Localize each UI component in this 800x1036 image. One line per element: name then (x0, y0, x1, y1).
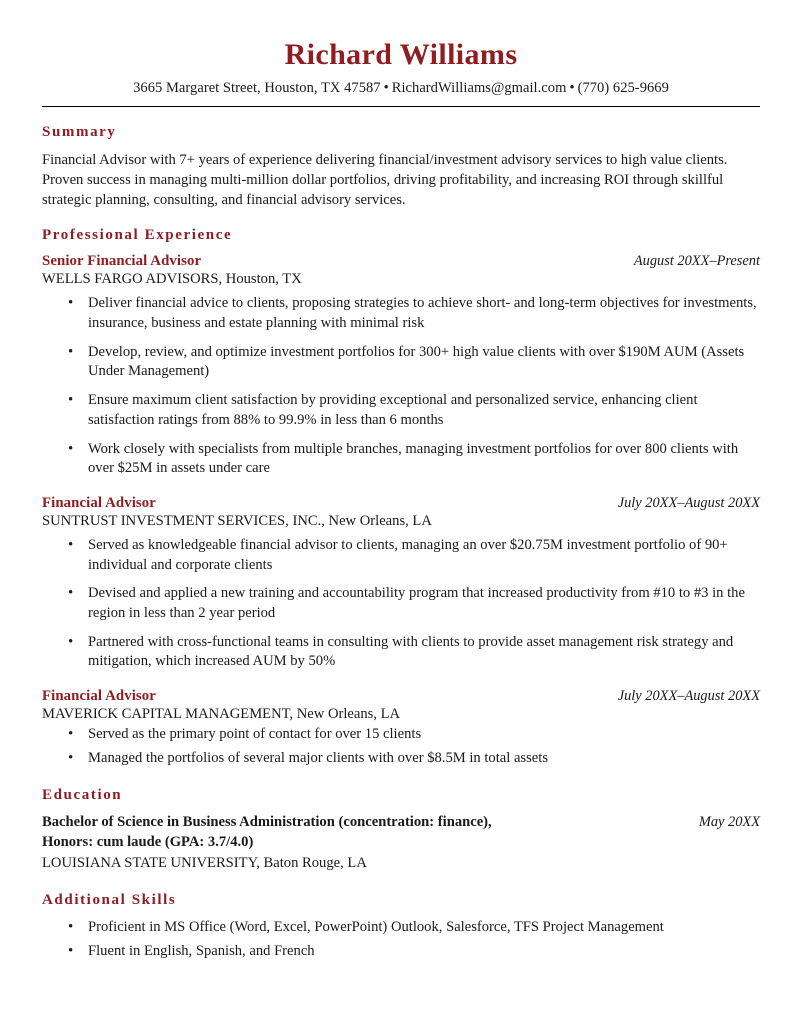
job-bullet: • Devised and applied a new training and accountability program that increased productivity from #10 to #3 in the region in less than 2 year period (42, 584, 760, 623)
section-education (42, 787, 760, 873)
experience-header (42, 253, 760, 270)
section-summary (42, 124, 760, 210)
job-bullet-list (42, 294, 760, 479)
job-bullet: • Partnered with cross-functional teams in consulting with clients to provide asset management risk strategy and mitigation, which increased AUM by 50% (42, 633, 760, 672)
contact-separator-icon: • (383, 80, 389, 96)
section-experience (42, 227, 760, 768)
job-company: MAVERICK CAPITAL MANAGEMENT, New Orleans, LA (42, 706, 401, 722)
experience-entry (42, 688, 760, 768)
job-bullet: • Served as the primary point of contact for over 15 clients (42, 725, 760, 745)
resume-header (42, 38, 760, 107)
skill-bullet: • Proficient in MS Office (Word, Excel, PowerPoint) Outlook, Salesforce, TFS Project Management (42, 918, 760, 938)
job-bullet: • Work closely with specialists from multiple branches, managing investment portfolios for over 800 clients with over $25M in assets under care (42, 440, 760, 479)
job-company: WELLS FARGO ADVISORS, Houston, TX (42, 271, 302, 288)
education-honors: Honors: cum laude (GPA: 3.7/4.0) (42, 834, 254, 851)
job-bullet: • Managed the portfolios of several major clients with over $8.5M in total assets (42, 749, 760, 769)
contact-line (42, 80, 760, 97)
job-bullet: • Served as knowledgeable financial advisor to clients, managing an over $20.75M investment portfolio of 90+ individual and corporate clients (42, 536, 760, 575)
contact-separator-icon: • (569, 80, 575, 96)
contact-phone[interactable]: (770) 625-9669 (577, 80, 669, 96)
education-header (42, 813, 760, 833)
section-skills (42, 892, 760, 961)
job-title: Senior Financial Advisor (42, 253, 202, 270)
experience-header (42, 688, 760, 705)
skill-bullet: • Fluent in English, Spanish, and French (42, 942, 760, 962)
job-date: July 20XX–August 20XX (617, 688, 760, 704)
section-title-education: Education (42, 787, 123, 804)
job-company: SUNTRUST INVESTMENT SERVICES, INC., New Orleans, LA (42, 512, 432, 529)
job-title: Financial Advisor (42, 688, 156, 704)
contact-address: 3665 Margaret Street, Houston, TX 47587 (133, 80, 381, 96)
candidate-name: Richard Williams (284, 38, 518, 71)
section-title-skills: Additional Skills (42, 892, 177, 909)
header-divider (42, 106, 760, 107)
education-school: LOUISIANA STATE UNIVERSITY, Baton Rouge, LA (42, 854, 367, 871)
education-date: May 20XX (698, 814, 760, 831)
job-bullet-list (42, 725, 760, 768)
job-bullet: • Develop, review, and optimize investment portfolios for 300+ high value clients with over $190M AUM (Assets Under Management) (42, 343, 760, 382)
section-title-summary: Summary (42, 124, 117, 140)
summary-text: Financial Advisor with 7+ years of experience delivering financial/investment advisory services to high value clients. Proven success in managing multi-million dollar portfolios, driving profitability, and increasing ROI through skillful strategic planning, consulting, and financial advisory services. (42, 152, 728, 209)
job-date: August 20XX–Present (633, 253, 760, 270)
section-title-experience: Professional Experience (42, 227, 233, 244)
job-title: Financial Advisor (42, 494, 156, 511)
education-degree: Bachelor of Science in Business Administration (concentration: finance), (42, 814, 492, 831)
job-date: July 20XX–August 20XX (617, 494, 760, 511)
job-bullet: • Deliver financial advice to clients, proposing strategies to achieve short- and long-term objectives for investments, insurance, business and estate planning with minimal risk (42, 294, 760, 333)
skills-bullet-list (42, 918, 760, 961)
experience-header (42, 495, 760, 512)
contact-email[interactable]: RichardWilliams@gmail.com (391, 80, 567, 96)
experience-entry (42, 495, 760, 672)
experience-entry (42, 253, 760, 479)
job-bullet-list (42, 536, 760, 672)
job-bullet: • Ensure maximum client satisfaction by providing exceptional and personalized service, enhancing client satisfaction ratings from 88% to 99.9% in less than 6 months (42, 391, 760, 430)
